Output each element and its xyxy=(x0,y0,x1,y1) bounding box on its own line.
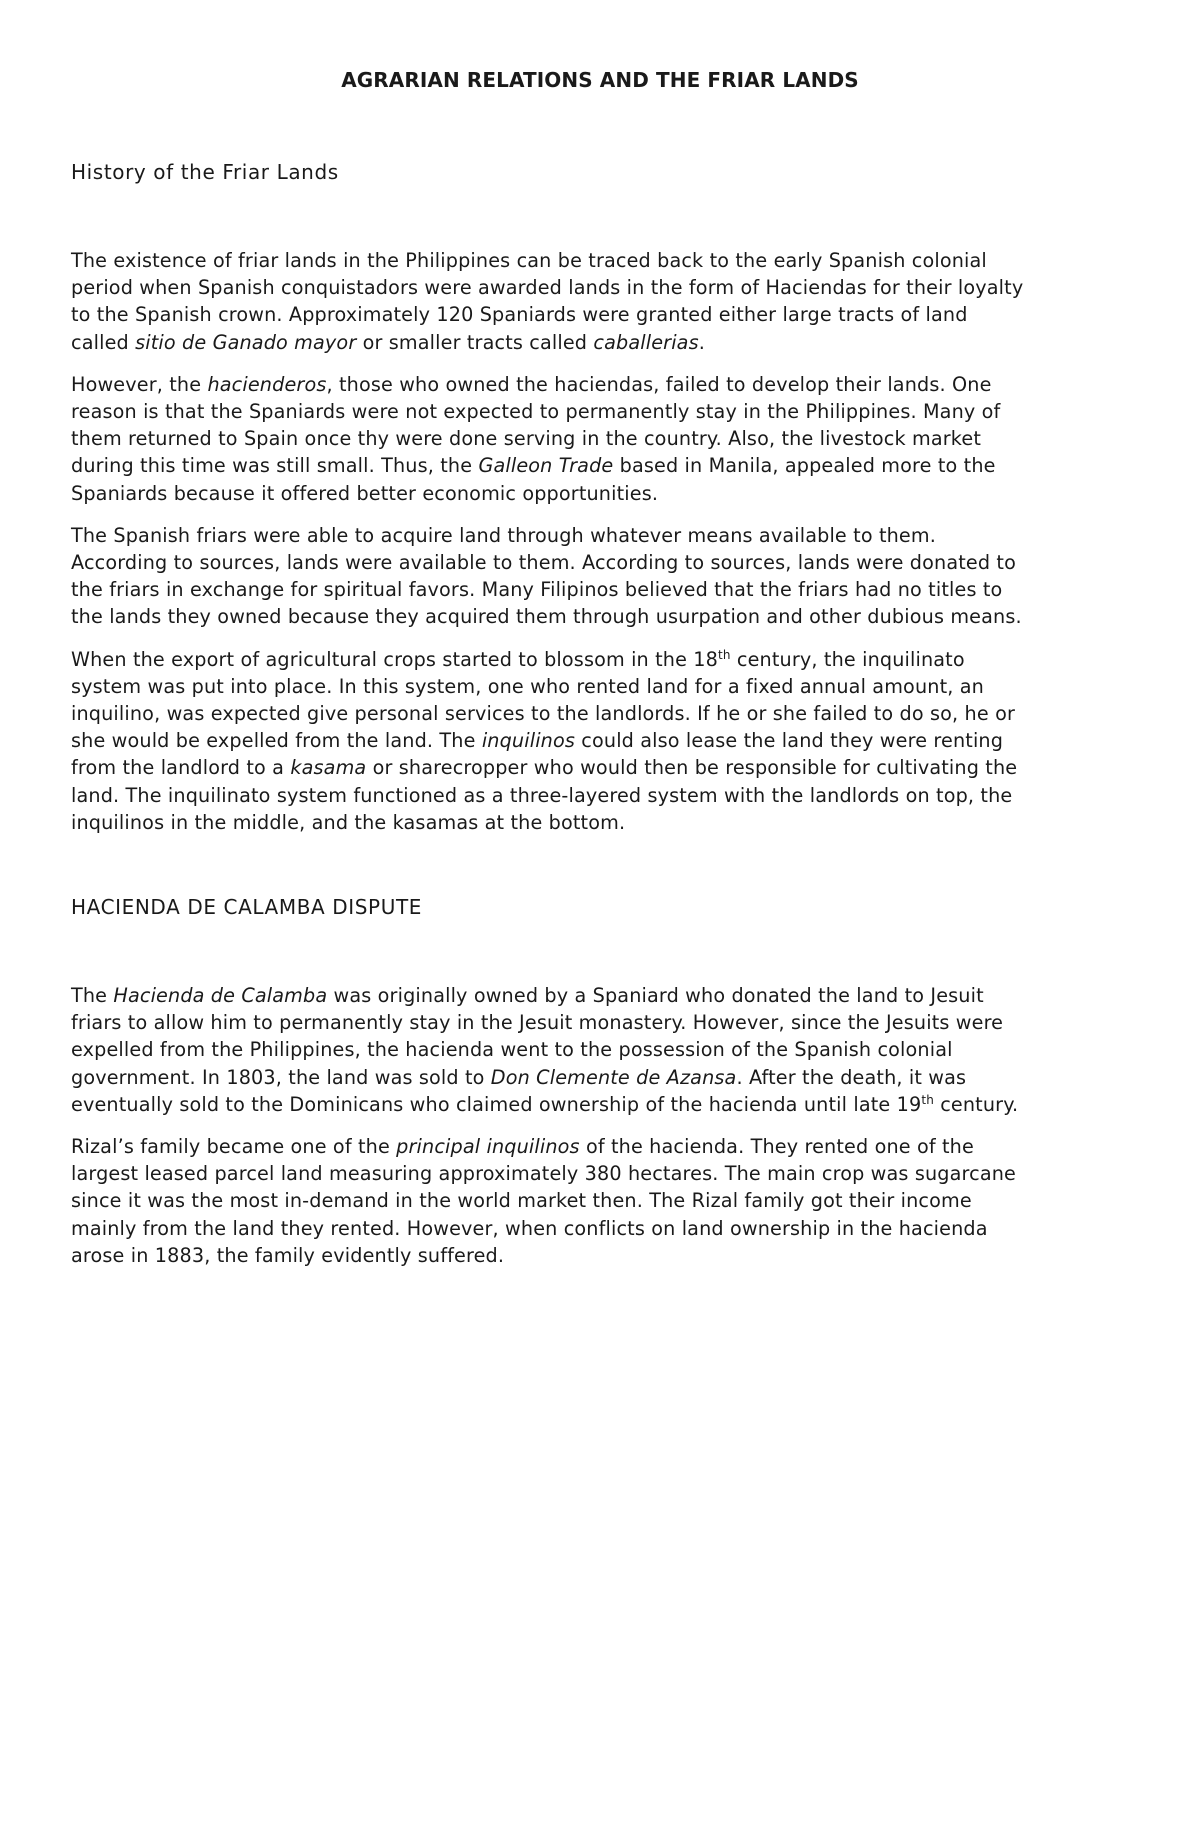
text-run: government. In 1803, the land was sold to xyxy=(71,1065,491,1089)
italic-term: principal inquilinos xyxy=(396,1135,580,1159)
text-line xyxy=(71,452,1143,479)
text-run: Rizal’s family became one of the xyxy=(71,1135,397,1159)
text-run: century. xyxy=(933,1092,1019,1116)
text-run: was originally owned by a Spaniard who donated the land to Jesuit xyxy=(327,984,984,1007)
text-line xyxy=(71,1091,1143,1118)
document-title: AGRARIAN RELATIONS AND THE FRIAR LANDS xyxy=(341,68,859,92)
text-line: Spaniards because it offered better economic opportunities. xyxy=(71,481,659,505)
text-run: . xyxy=(698,330,705,354)
text-line: period when Spanish conquistadors were awarded lands in the form of Haciendas for their loyalty xyxy=(71,276,1024,300)
text-line xyxy=(71,982,1143,1009)
text-run: eventually sold to the Dominicans who claimed ownership of the hacienda until late 19 xyxy=(71,1092,922,1116)
text-line xyxy=(71,1064,1143,1091)
text-line: system was put into place. In this system, one who rented land for a fixed annual amount, an xyxy=(71,674,984,698)
text-run: or smaller tracts called xyxy=(356,330,594,354)
section-heading-history: History of the Friar Lands xyxy=(71,160,339,184)
italic-term: kasama xyxy=(290,756,367,780)
text-line: mainly from the land they rented. However, when conflicts on land ownership in the hacienda xyxy=(71,1216,988,1240)
text-run: based in Manila, appealed more to the xyxy=(613,454,996,478)
paragraph-hacienda-ownership xyxy=(71,982,1143,1118)
text-line xyxy=(71,646,1143,673)
text-line: arose in 1883, the family evidently suffered. xyxy=(71,1243,505,1267)
section-heading-calamba: HACIENDA DE CALAMBA DISPUTE xyxy=(71,895,423,919)
text-line xyxy=(71,1133,1143,1160)
italic-term: Galleon Trade xyxy=(478,454,614,478)
italic-term: hacienderos xyxy=(207,372,327,396)
text-run: century, the inquilinato xyxy=(730,647,965,671)
text-line xyxy=(71,329,1143,356)
italic-term: Don Clemente de Azansa xyxy=(490,1065,737,1089)
text-line: land. The inquilinato system functioned as a three-layered system with the landlords on top, the xyxy=(71,783,1013,807)
text-run: The xyxy=(71,984,114,1007)
text-line: them returned to Spain once thy were done serving in the country. Also, the livestock market xyxy=(71,427,981,451)
text-run: , those who owned the haciendas, failed to develop their lands. One xyxy=(326,372,992,396)
text-line xyxy=(71,727,1143,754)
text-line: expelled from the Philippines, the hacienda went to the possession of the Spanish colonial xyxy=(71,1038,953,1062)
paragraph-hacienderos xyxy=(71,371,1143,507)
text-run: When the export of agricultural crops started to blossom in the 18 xyxy=(71,647,719,671)
paragraph-rizal-family xyxy=(71,1133,1143,1269)
text-line: friars to allow him to permanently stay in the Jesuit monastery. However, since the Jesuits were xyxy=(71,1011,1004,1035)
text-run: from the landlord to a xyxy=(71,756,291,780)
text-line: The existence of friar lands in the Philippines can be traced back to the early Spanish colonial xyxy=(71,249,987,272)
text-run: called xyxy=(71,330,136,354)
text-line: the lands they owned because they acquired them through usurpation and other dubious means. xyxy=(71,605,1022,629)
text-line: inquilinos in the middle, and the kasamas at the bottom. xyxy=(71,810,626,834)
superscript: th xyxy=(921,1092,934,1107)
text-line: According to sources, lands were available to them. According to sources, lands were donated to xyxy=(71,551,1016,575)
text-line: to the Spanish crown. Approximately 120 Spaniards were granted either large tracts of land xyxy=(71,303,968,327)
italic-term: Hacienda de Calamba xyxy=(113,984,328,1007)
italic-term: sitio de Ganado mayor xyxy=(135,330,357,354)
text-line: The Spanish friars were able to acquire land through whatever means available to them. xyxy=(71,523,936,547)
paragraph-inquilinato xyxy=(71,646,1143,836)
italic-term: inquilinos xyxy=(481,729,576,753)
paragraph-friars xyxy=(71,522,1143,631)
text-line xyxy=(71,371,1143,398)
text-line: the friars in exchange for spiritual favors. Many Filipinos believed that the friars had no titles to xyxy=(71,578,1003,602)
text-line: largest leased parcel land measuring approximately 380 hectares. The main crop was sugarcane xyxy=(71,1162,1017,1186)
text-run: she would be expelled from the land. The xyxy=(71,729,482,753)
text-run: However, the xyxy=(71,372,208,396)
text-run: could also lease the land they were renting xyxy=(575,729,1004,753)
text-run: . After the death, it was xyxy=(736,1065,967,1089)
text-run: or sharecropper who would then be responsible for cultivating the xyxy=(366,756,1018,780)
section-history-body xyxy=(71,247,1143,851)
text-line: inquilino, was expected give personal services to the landlords. If he or she failed to do so, he or xyxy=(71,702,1015,726)
text-run: of the hacienda. They rented one of the xyxy=(579,1135,974,1159)
paragraph-origin xyxy=(71,247,1143,356)
section-calamba-body xyxy=(71,982,1143,1284)
text-line xyxy=(71,754,1143,781)
text-line: reason is that the Spaniards were not expected to permanently stay in the Philippines. Many of xyxy=(71,400,1001,424)
superscript: th xyxy=(718,647,731,662)
text-line: since it was the most in-demand in the world market then. The Rizal family got their income xyxy=(71,1189,972,1213)
italic-term: caballerias xyxy=(593,330,699,354)
text-run: during this time was still small. Thus, the xyxy=(71,454,479,478)
